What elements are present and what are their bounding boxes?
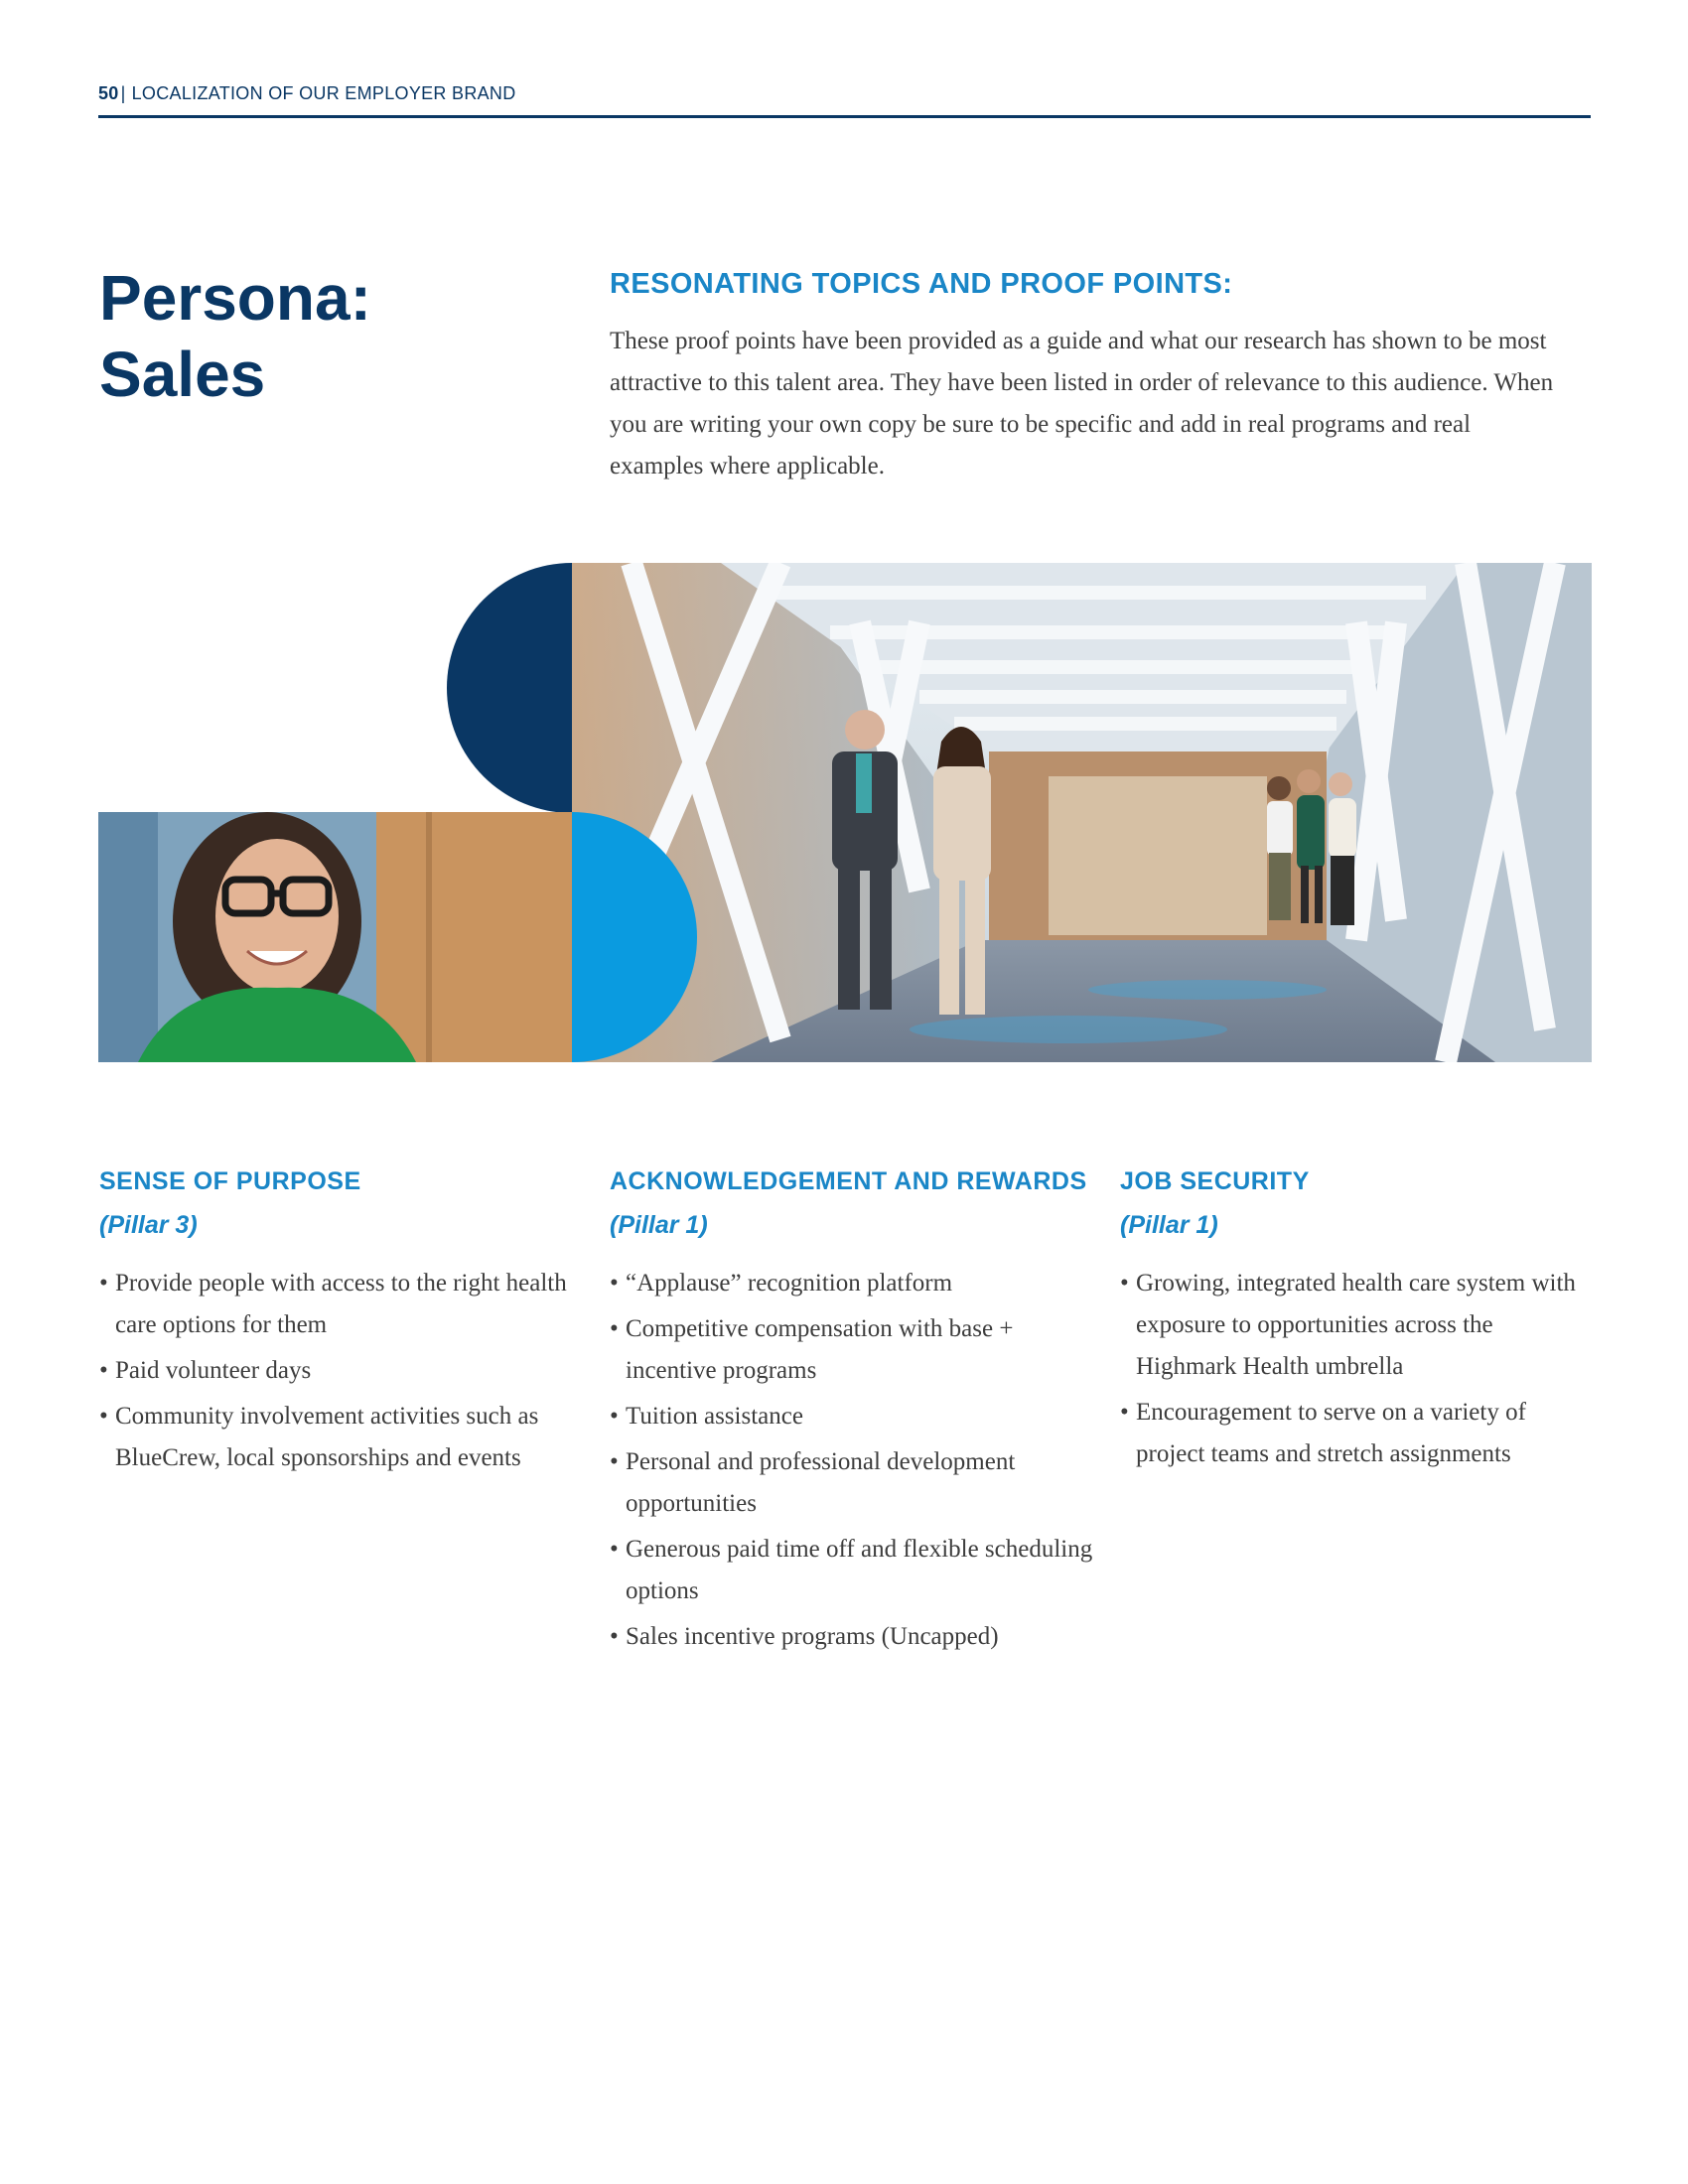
column-heading: SENSE OF PURPOSE [99,1167,361,1195]
persona-title-line2: Sales [99,339,266,410]
navy-half-circle-shape [447,563,572,813]
column-acknowledgement-and-rewards [610,1160,1096,1662]
column-heading: ACKNOWLEDGEMENT AND REWARDS [610,1167,1087,1195]
column-job-security [1120,1160,1597,1479]
portrait-photo [98,812,572,1062]
bullet-list [1120,1263,1597,1475]
list-item: • “Applause” recognition platform [610,1263,1096,1304]
page-number: 50 [98,83,119,103]
page-header [98,83,1591,118]
column-pillar: (Pillar 1) [610,1211,708,1239]
list-item: • Tuition assistance [610,1396,1096,1437]
hallway-photo [572,563,1592,1062]
list-item: • Paid volunteer days [99,1350,586,1392]
list-item: • Generous paid time off and flexible scheduling options [610,1529,1096,1612]
topics-body: These proof points have been provided as a guide and what our research has shown to be most attractive to this talent area. They have been listed in order of relevance to this audience. When you are writing your own copy be sure to be specific and add in real programs and real examples where applicable. [610,328,1554,479]
column-heading: JOB SECURITY [1120,1167,1310,1195]
persona-title [99,260,371,413]
column-sense-of-purpose [99,1160,586,1483]
list-item: • Provide people with access to the right health care options for them [99,1263,586,1346]
list-item: • Community involvement activities such as BlueCrew, local sponsorships and events [99,1396,586,1479]
header-separator: | [120,83,126,103]
list-item: • Personal and professional development opportunities [610,1441,1096,1525]
column-pillar: (Pillar 3) [99,1211,198,1239]
persona-title-line1: Persona: [99,262,371,334]
column-pillar: (Pillar 1) [1120,1211,1218,1239]
section-title: LOCALIZATION OF OUR EMPLOYER BRAND [131,83,516,103]
list-item: • Sales incentive programs (Uncapped) [610,1616,1096,1658]
list-item: • Encouragement to serve on a variety of project teams and stretch assignments [1120,1392,1597,1475]
bullet-list [99,1263,586,1479]
bullet-list [610,1263,1096,1658]
topics-heading: RESONATING TOPICS AND PROOF POINTS: [610,268,1233,300]
list-item: • Growing, integrated health care system with exposure to opportunities across the Highmark Health umbrella [1120,1263,1597,1388]
header-text [98,83,516,104]
list-item: • Competitive compensation with base + incentive programs [610,1308,1096,1392]
